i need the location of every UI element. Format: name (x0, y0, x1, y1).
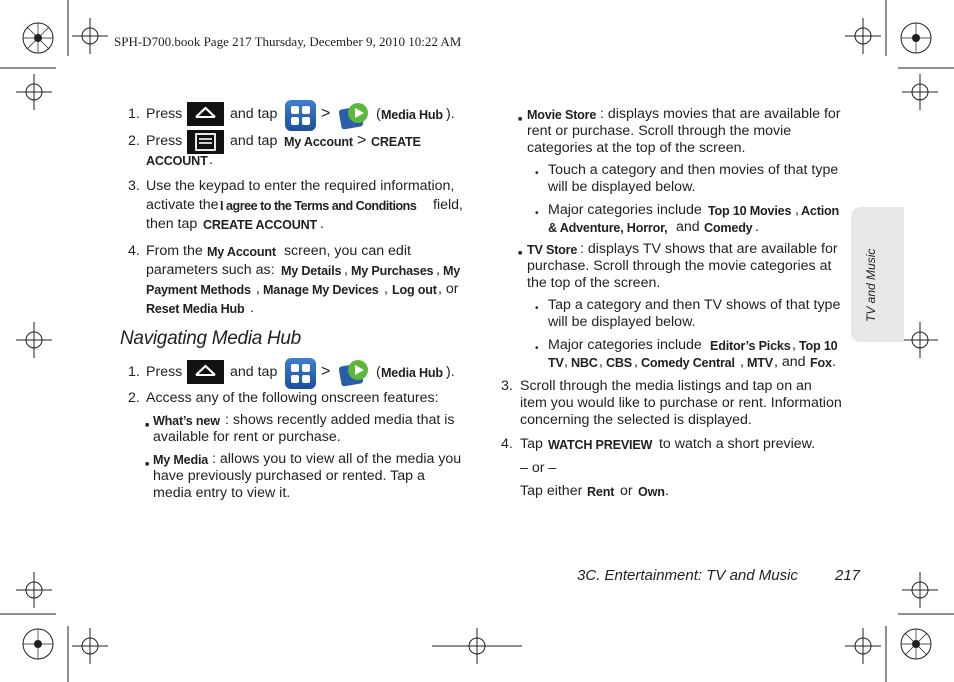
step-text: Major categories include (548, 202, 706, 218)
step-text: Use the keypad to enter the required information, (146, 178, 455, 194)
media-hub-label: Media Hub (381, 366, 443, 380)
step-text: , (436, 262, 444, 278)
step-text: and tap (230, 364, 278, 380)
step-text: Press (146, 106, 183, 122)
watch-preview-label: WATCH PREVIEW (548, 438, 653, 452)
step-text: , (795, 202, 803, 218)
step-text: activate the (146, 197, 219, 213)
step-text: , (564, 354, 572, 370)
step-text: field, (433, 197, 463, 213)
own-label: Own (638, 485, 665, 499)
step-text: . (250, 300, 254, 316)
top-10-movies-label: Top 10 Movies (708, 204, 792, 218)
rent-label: Rent (587, 485, 615, 499)
manage-devices-label: Manage My Devices (263, 283, 379, 297)
my-label: My (443, 264, 461, 278)
terms-label: I agree to the Terms and Conditions (220, 199, 417, 213)
step-text: will be displayed below. (548, 314, 696, 330)
step-text: and (672, 219, 704, 235)
step-text: > (321, 363, 331, 380)
step-text: , (634, 354, 642, 370)
step-text: Tap either (520, 483, 587, 499)
section-title: Navigating Media Hub (120, 328, 301, 349)
step-text: : displays movies that are available for (600, 106, 841, 122)
bullet: ■ (518, 250, 523, 257)
step-text: : shows recently added media that is (225, 412, 455, 428)
sub-bullet: • (535, 303, 539, 314)
step-text: > (357, 132, 367, 149)
or-separator: – or – (520, 460, 557, 476)
page-number: 217 (835, 567, 861, 584)
sub-bullet: • (535, 208, 539, 219)
step-text: Access any of the following onscreen features: (146, 390, 439, 406)
my-media-label: My Media (153, 453, 209, 467)
step-text: , (740, 354, 748, 370)
create-label: CREATE (371, 135, 421, 149)
step-number: 3. (128, 178, 140, 194)
step-text: Press (146, 364, 183, 380)
cbs-label: CBS (606, 356, 632, 370)
step-text: , (792, 337, 800, 353)
step-text: , (384, 281, 392, 297)
step-number: 4. (128, 243, 140, 259)
step-text: , (256, 281, 264, 297)
step-text: ). (446, 364, 455, 380)
action-label: Action (801, 204, 839, 218)
media-hub-label: Media Hub (381, 108, 443, 122)
step-text: Tap (520, 436, 547, 452)
step-text: will be displayed below. (548, 179, 696, 195)
step-text: , (599, 354, 607, 370)
step-text: . (209, 152, 213, 168)
step-text: Tap a category and then TV shows of that type (548, 297, 841, 313)
log-out-label: Log out (392, 283, 437, 297)
step-text: the top of the screen. (527, 275, 661, 291)
step-text: media entry to view it. (153, 485, 291, 501)
step-text: Press (146, 133, 183, 149)
side-tab-label: TV and Music (864, 248, 878, 322)
step-number: 1. (128, 106, 140, 122)
step-text: categories at the top of the screen. (527, 140, 746, 156)
step-text: > (321, 105, 331, 122)
tv-store-label: TV Store (527, 243, 578, 257)
step-text: and tap (230, 133, 278, 149)
nbc-label: NBC (571, 356, 598, 370)
fox-label: Fox (810, 356, 832, 370)
bullet: ■ (518, 116, 523, 123)
step-text: to watch a short preview. (655, 436, 816, 452)
editors-picks-label: Editor’s Picks (710, 339, 791, 353)
step-text: : allows you to view all of the media you (212, 451, 462, 467)
step-text: ( (376, 106, 381, 122)
step-text: Touch a category and then movies of that type (548, 162, 839, 178)
movie-store-label: Movie Store (527, 108, 597, 122)
step-text: parameters such as: (146, 262, 279, 278)
step-number: 1. (128, 364, 140, 380)
step-text: then tap (146, 216, 202, 232)
step-number: 2. (128, 133, 140, 149)
step-text: purchase. Scroll through the movie categories at (527, 258, 832, 274)
step-text: and tap (230, 106, 278, 122)
step-text: rent or purchase. Scroll through the movie (527, 123, 792, 139)
step-text: From the (146, 243, 207, 259)
step-text: ). (446, 106, 455, 122)
payment-methods-label: Payment Methods (146, 283, 251, 297)
my-details-label: My Details (281, 264, 342, 278)
step-number: 2. (128, 390, 140, 406)
step-text: . (755, 219, 759, 235)
step-text: concerning the selected is displayed. (520, 412, 752, 428)
step-text: item you would like to purchase or rent. Information (520, 395, 842, 411)
step-text: screen, you can edit (280, 243, 411, 259)
account-label: ACCOUNT (146, 154, 208, 168)
comedy-label: Comedy (704, 221, 753, 235)
step-text: . (665, 483, 669, 499)
step-number: 3. (501, 378, 513, 394)
whats-new-label: What’s new (153, 414, 220, 428)
reset-media-hub-label: Reset Media Hub (146, 302, 245, 316)
adventure-horror-label: & Adventure, Horror, (548, 221, 668, 235)
top-10-label: Top 10 (799, 339, 838, 353)
comedy-central-label: Comedy Central (641, 356, 735, 370)
my-account-label: My Account (207, 245, 276, 259)
step-text: ( (376, 364, 381, 380)
print-header: SPH-D700.book Page 217 Thursday, December 9, 2010 10:22 AM (114, 34, 462, 49)
create-account-label: CREATE ACCOUNT (203, 218, 318, 232)
footer-section: 3C. Entertainment: TV and Music (577, 567, 798, 584)
step-text: , (344, 262, 352, 278)
bullet: ■ (145, 422, 150, 429)
sub-bullet: • (535, 343, 539, 354)
tv-label: TV (548, 356, 564, 370)
step-text: Scroll through the media listings and tap on an (520, 378, 812, 394)
bullet: ■ (145, 461, 150, 468)
sub-bullet: • (535, 168, 539, 179)
my-account-label: My Account (284, 135, 353, 149)
step-text: , and (774, 354, 810, 370)
step-number: 4. (501, 436, 513, 452)
step-text: available for rent or purchase. (153, 429, 341, 445)
step-text: : displays TV shows that are available for (580, 241, 838, 257)
step-text: have previously purchased or rented. Tap a (153, 468, 425, 484)
step-text: . (320, 216, 324, 232)
step-text: Major categories include (548, 337, 706, 353)
mtv-label: MTV (747, 356, 773, 370)
step-text: or (616, 483, 637, 499)
step-text: , or (438, 281, 459, 297)
my-purchases-label: My Purchases (351, 264, 434, 278)
step-text: . (832, 354, 836, 370)
